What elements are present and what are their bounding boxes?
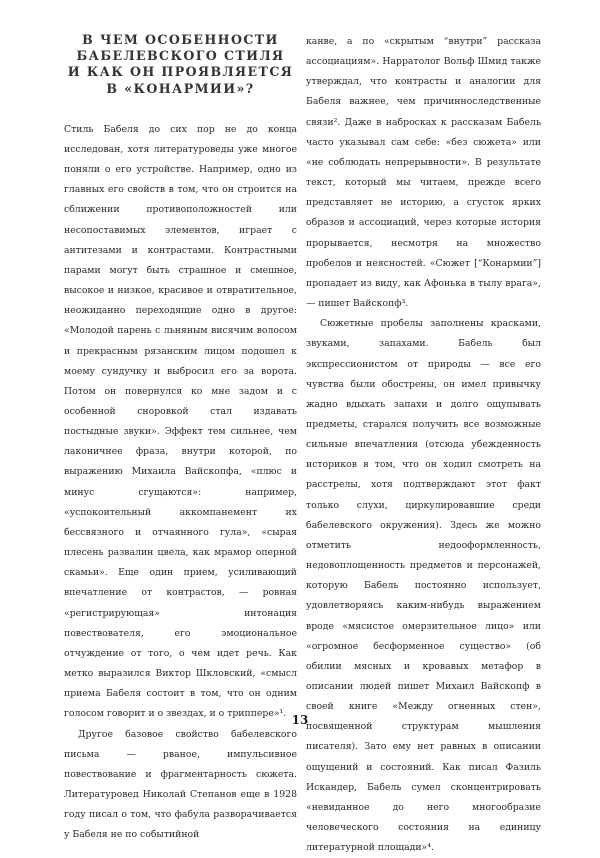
body-paragraph: Другое базовое свойство бабелевского письма — рваное, импульсивное повествование и фрагментарность сюжета. Литературовед Николай Степанов еще в 1928 году писал о том, что фабула разворачивается у Бабеля не по событийной <box>64 728 297 841</box>
section-heading <box>64 32 297 97</box>
heading-line: БАБЕЛЕВСКОГО СТИЛЯ <box>76 48 285 64</box>
body-paragraph: канве, а по «скрытым “внутри” рассказа ассоциациям». Нарратолог Вольф Шмид также утверждал, что контрасты и аналогии для Бабеля важнее, чем причинноследственные связи². Даже в набросках к рассказам Бабель часто указывал сам себе: «без сюжета» или «не соблюдать непрерывности». В результате текст, который мы читаем, прежде всего представляет не историю, а сгусток ярких образов и ассоциаций, через которые история прорывается, несмотря на множество пробелов и неясностей. «Сюжет [“Конармии”] пропадает из виду, как Афонька в тылу врага», — пишет Вайскопф³. <box>306 36 541 310</box>
heading-line: В «КОНАРМИИ»? <box>106 80 255 96</box>
right-column <box>306 32 541 858</box>
body-paragraph: Стиль Бабеля до сих пор не до конца исследован, хотя литературоведы уже многое поняли о его устройстве. Например, одно из главных его свойств в том, что он строится на сближении противоположностей или несопоставимых элементов, играет с антитезами и контрастами. Контрастными парами могут быть страшное и смешное, высокое и низкое, красивое и отвратительное, неожиданно переходящие одно в другое: «Молодой парень с льняным висячим волосом и прекрасным рязанским лицом подошел к моему сундучку и выбросил его за ворота. Потом он повернулся ко мне задом и с особенной сноровкой стал издавать постыдные звуки». Эффект тем сильнее, чем лаконичнее фраза, внутри которой, по выражению Михаила Вайскопфа, «плюс и минус сгущаются»: например, «успокоительный аккомпанемент их бессвязного и отчаянного гула», «сырая плесень развалин цвела, как мрамор оперной скамьи». Еще один прием, усиливающий впечатление от контрастов, — ровная «регистрирующая» интонация повествователя, его эмоциональное отчуждение от того, о чем идет речь. Как метко выразился Виктор Шкловский, «смысл приема Бабеля состоит в том, что он одним голосом говорит и о звездах, и о триппере»¹. <box>64 123 297 720</box>
body-paragraph: Сюжетные пробелы заполнены красками, звуками, запахами. Бабель был экспрессионистом от природы — все его чувства были обострены, он имел привычку жадно вдыхать запахи и долго ощупывать предметы, старался получить все возможные сильные впечатления (отсюда убежденность историков в том, что он ходил смотреть на расстрелы, хотя подтверждают этот факт только слухи, циркулировавшие среди бабелевского окружения). Здесь же можно отметить недооформленность, недовоплощенность предметов и персонажей, которую Бабель постоянно использует, удовлетворяясь каким-нибудь выражением вроде «мясистое омерзительное лицо» или «огромное бесформенное существо» (об обилии мясных и кровавых метафор в описании людей пишет Михаил Вайскопф в своей книге «Между огненных стен», посвященной структурам мышления писателя). Зато ему нет равных в описании ощущений и состояний. Как писал Фазиль Искандер, Бабель сумел сконцентрировать «невиданное до него многообразие человеческого состояния на единицу литературной площади»⁴. <box>306 318 541 854</box>
page-number: 13 <box>291 713 309 727</box>
heading-line: В ЧЕМ ОСОБЕННОСТИ <box>82 32 279 47</box>
heading-line: И КАК ОН ПРОЯВЛЯЕТСЯ <box>67 64 294 80</box>
